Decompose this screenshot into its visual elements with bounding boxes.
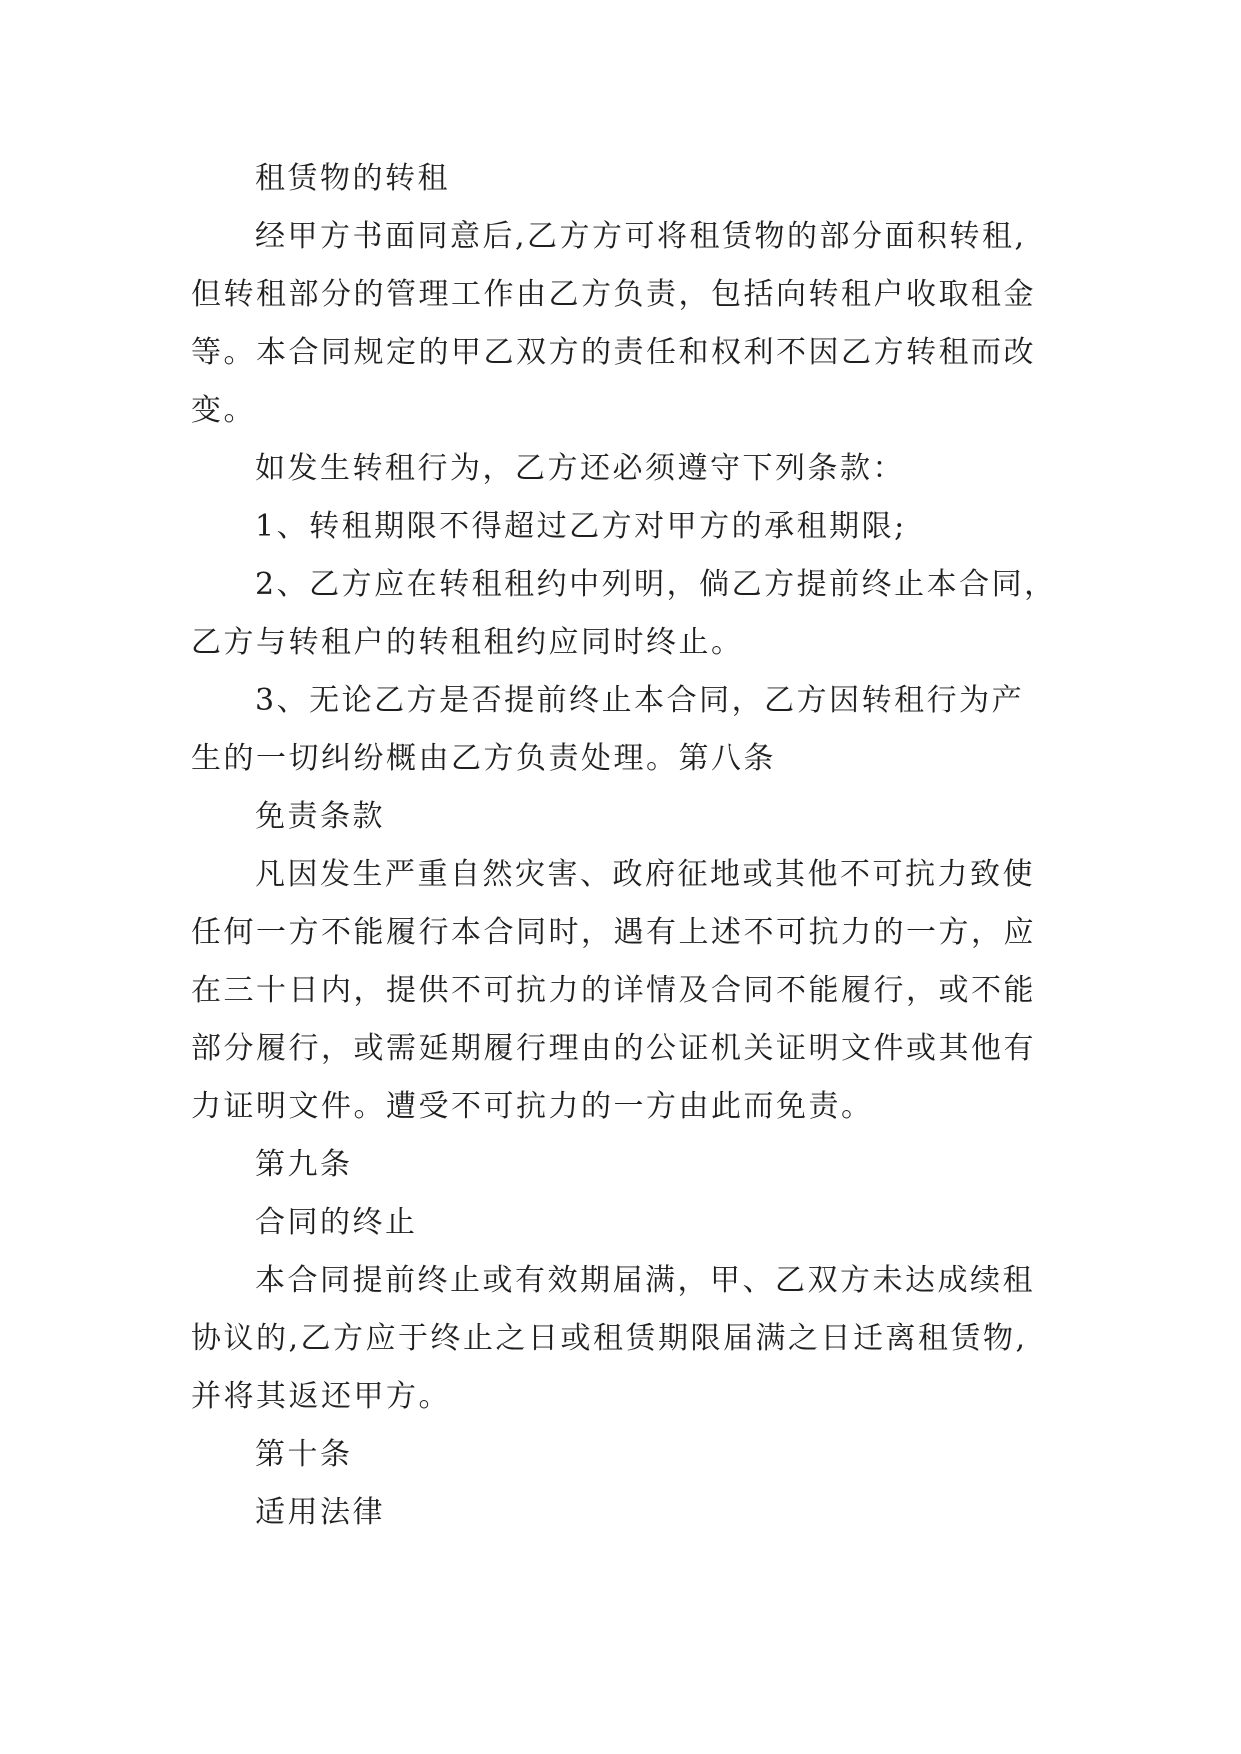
article-10-title: 第十条 xyxy=(255,1437,353,1472)
paragraph-line: 力证明文件。遭受不可抗力的一方由此而免责。 xyxy=(191,1089,874,1124)
paragraph-line: 经甲方书面同意后,乙方方可将租赁物的部分面积转租, xyxy=(255,219,1027,254)
heading-sublease: 租赁物的转租 xyxy=(255,161,450,196)
paragraph-line: 本合同提前终止或有效期届满，甲、乙双方未达成续租 xyxy=(255,1263,1035,1298)
paragraph-line: 并将其返还甲方。 xyxy=(191,1379,451,1414)
paragraph-line: 变。 xyxy=(191,393,256,428)
heading-applicable-law: 适用法律 xyxy=(255,1495,385,1530)
heading-termination: 合同的终止 xyxy=(255,1205,418,1240)
paragraph-line: 等。本合同规定的甲乙双方的责任和权利不因乙方转租而改 xyxy=(191,335,1036,370)
list-item-3: 3、无论乙方是否提前终止本合同，乙方因转租行为产 xyxy=(255,683,1025,718)
list-item-3-cont: 生的一切纠纷概由乙方负责处理。第八条 xyxy=(191,741,776,776)
paragraph-line: 凡因发生严重自然灾害、政府征地或其他不可抗力致使 xyxy=(255,857,1035,892)
paragraph-line: 任何一方不能履行本合同时，遇有上述不可抗力的一方，应 xyxy=(191,915,1036,950)
list-item-1: 1、转租期限不得超过乙方对甲方的承租期限; xyxy=(255,509,907,544)
contract-text xyxy=(191,160,1057,1532)
list-item-2: 2、乙方应在转租租约中列明，倘乙方提前终止本合同， xyxy=(255,567,1057,602)
paragraph-line: 如发生转租行为，乙方还必须遵守下列条款： xyxy=(255,451,905,486)
list-item-2-cont: 乙方与转租户的转租租约应同时终止。 xyxy=(191,625,744,660)
paragraph-line: 在三十日内，提供不可抗力的详情及合同不能履行，或不能 xyxy=(191,973,1036,1008)
paragraph-line: 但转租部分的管理工作由乙方负责，包括向转租户收取租金 xyxy=(191,277,1036,312)
paragraph-line: 协议的,乙方应于终止之日或租赁期限届满之日迁离租赁物, xyxy=(191,1321,1028,1356)
heading-exemption: 免责条款 xyxy=(255,799,385,834)
paragraph-line: 部分履行，或需延期履行理由的公证机关证明文件或其他有 xyxy=(191,1031,1036,1066)
article-9-title: 第九条 xyxy=(255,1147,353,1182)
